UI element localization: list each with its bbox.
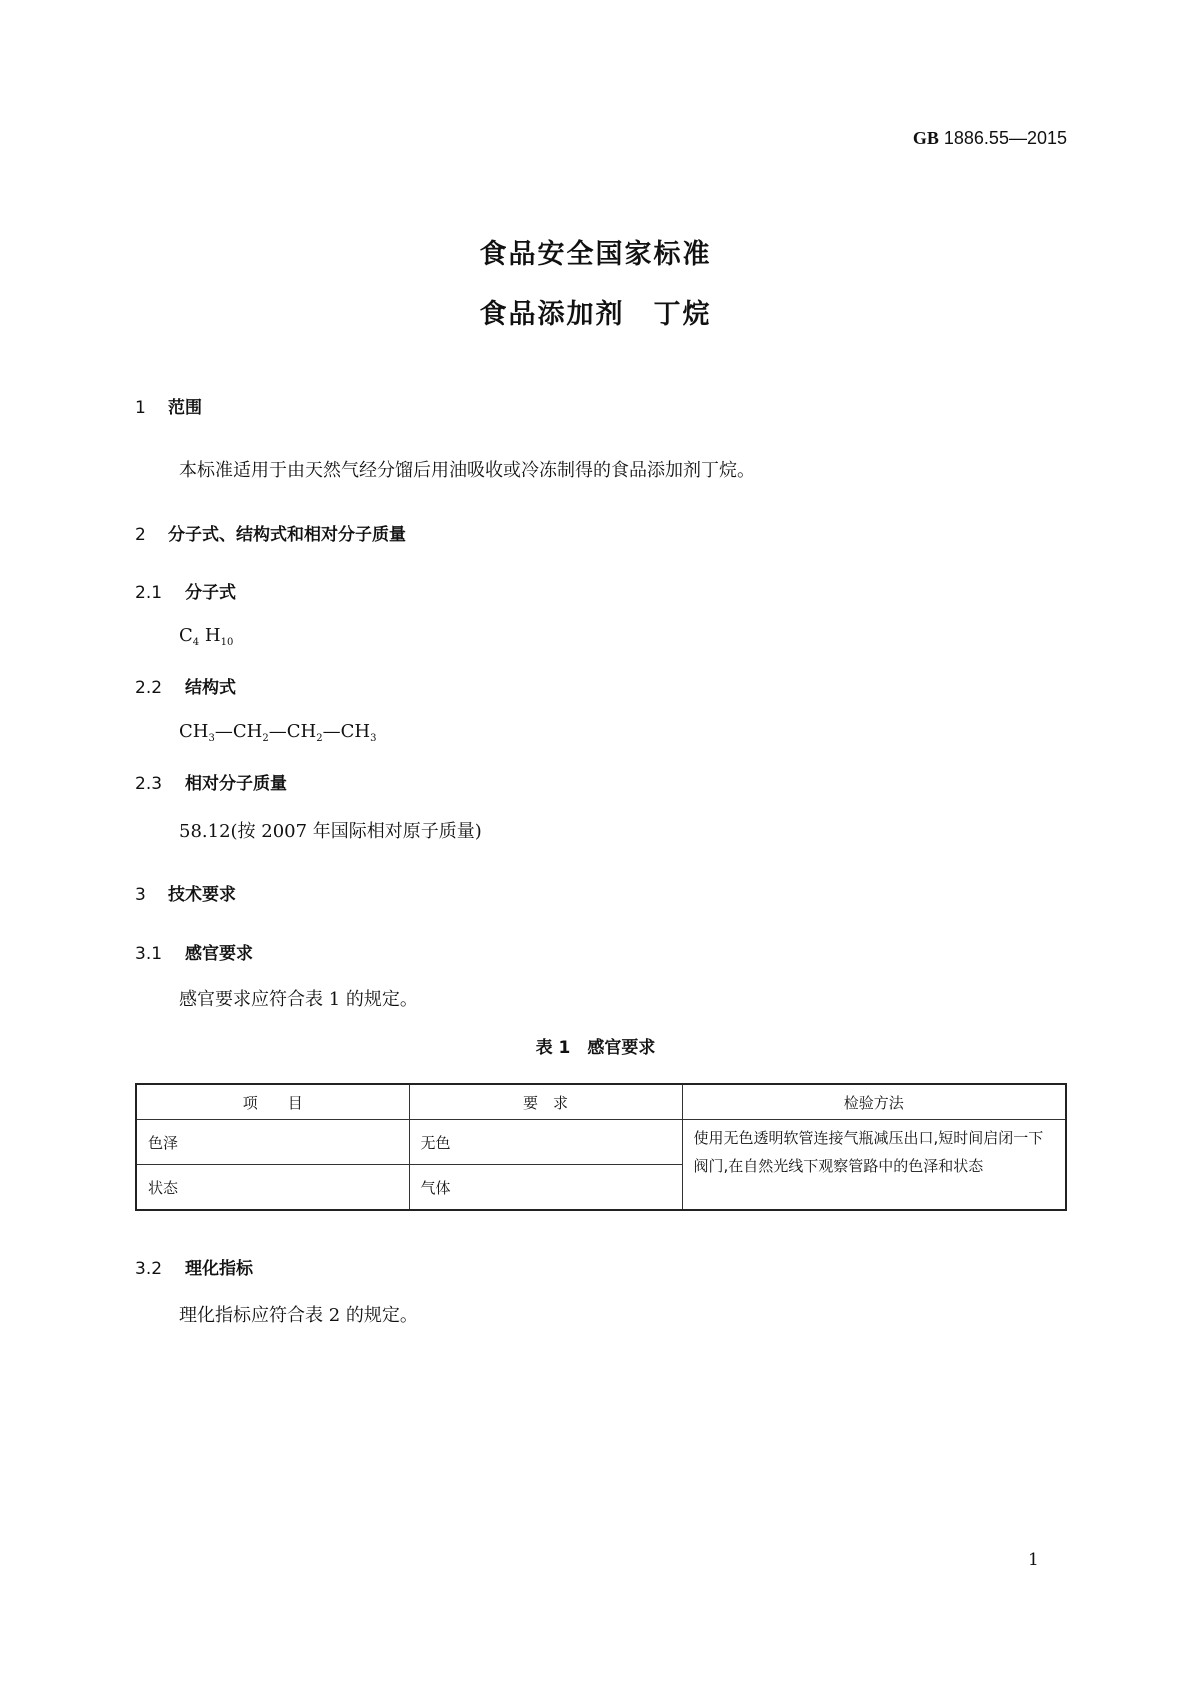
code-number: 1886.55—2015 xyxy=(943,128,1067,148)
molecular-mass: 58.12(按 2007 年国际相对原子质量) xyxy=(179,821,482,842)
page-number: 1 xyxy=(1028,1550,1039,1570)
section-2-heading xyxy=(135,520,406,545)
section-2-3-heading xyxy=(135,769,287,794)
f: 4 xyxy=(192,637,200,648)
section-number: 2.2 xyxy=(135,678,163,698)
section-3-1-text: 感官要求应符合表 1 的规定。 xyxy=(179,989,418,1010)
section-title: 分子式、结构式和相对分子质量 xyxy=(168,525,406,545)
f: 2 xyxy=(316,733,323,744)
cell-requirement: 气体 xyxy=(409,1165,682,1211)
f: —CH xyxy=(322,721,371,742)
section-title: 相对分子质量 xyxy=(185,774,287,794)
f: —CH xyxy=(214,721,263,742)
section-3-heading xyxy=(135,880,236,905)
table-row xyxy=(136,1120,1066,1165)
cell-method: 使用无色透明软管连接气瓶减压出口,短时间启闭一下阀门,在自然光线下观察管路中的色泽和状态 xyxy=(682,1120,1066,1211)
table-1 xyxy=(135,1083,1067,1211)
section-1-heading xyxy=(135,393,202,418)
section-title: 分子式 xyxy=(185,583,236,603)
table-header-row xyxy=(136,1084,1066,1120)
section-3-2-text: 理化指标应符合表 2 的规定。 xyxy=(179,1305,418,1326)
section-number: 3 xyxy=(135,885,146,905)
section-title: 技术要求 xyxy=(168,885,236,905)
section-title: 感官要求 xyxy=(185,944,253,964)
cell-item: 状态 xyxy=(136,1165,409,1211)
code-prefix: GB xyxy=(912,128,939,148)
section-title: 范围 xyxy=(168,398,202,418)
f: 2 xyxy=(262,733,269,744)
f: CH xyxy=(179,721,209,742)
header-item: 项 目 xyxy=(136,1084,409,1120)
title-line-2: 食品添加剂 丁烷 xyxy=(479,299,712,330)
f: —CH xyxy=(268,721,317,742)
section-number: 3.2 xyxy=(135,1259,163,1279)
f: 3 xyxy=(208,733,215,744)
section-2-2-heading xyxy=(135,673,236,698)
section-number: 1 xyxy=(135,398,146,418)
f: C xyxy=(179,625,193,646)
header-requirement: 要 求 xyxy=(409,1084,682,1120)
section-number: 2.1 xyxy=(135,583,163,603)
section-2-1-heading xyxy=(135,578,236,603)
f: H xyxy=(204,625,221,646)
table-1-caption: 表 1 感官要求 xyxy=(535,1038,656,1058)
title-line-1: 食品安全国家标准 xyxy=(479,239,712,270)
cell-requirement: 无色 xyxy=(409,1120,682,1165)
standard-code xyxy=(913,128,1067,149)
section-number: 3.1 xyxy=(135,944,163,964)
section-1-text: 本标准适用于由天然气经分馏后用油吸收或冷冻制得的食品添加剂丁烷。 xyxy=(179,460,755,481)
f: 3 xyxy=(370,733,377,744)
header-method: 检验方法 xyxy=(682,1084,1066,1120)
section-3-2-heading xyxy=(135,1254,253,1279)
section-title: 理化指标 xyxy=(185,1259,253,1279)
section-number: 2.3 xyxy=(135,774,163,794)
section-title: 结构式 xyxy=(185,678,236,698)
molecular-formula xyxy=(179,625,233,648)
f: 10 xyxy=(220,637,234,648)
structural-formula xyxy=(179,721,376,744)
cell-item: 色泽 xyxy=(136,1120,409,1165)
section-number: 2 xyxy=(135,525,146,545)
section-3-1-heading xyxy=(135,939,253,964)
